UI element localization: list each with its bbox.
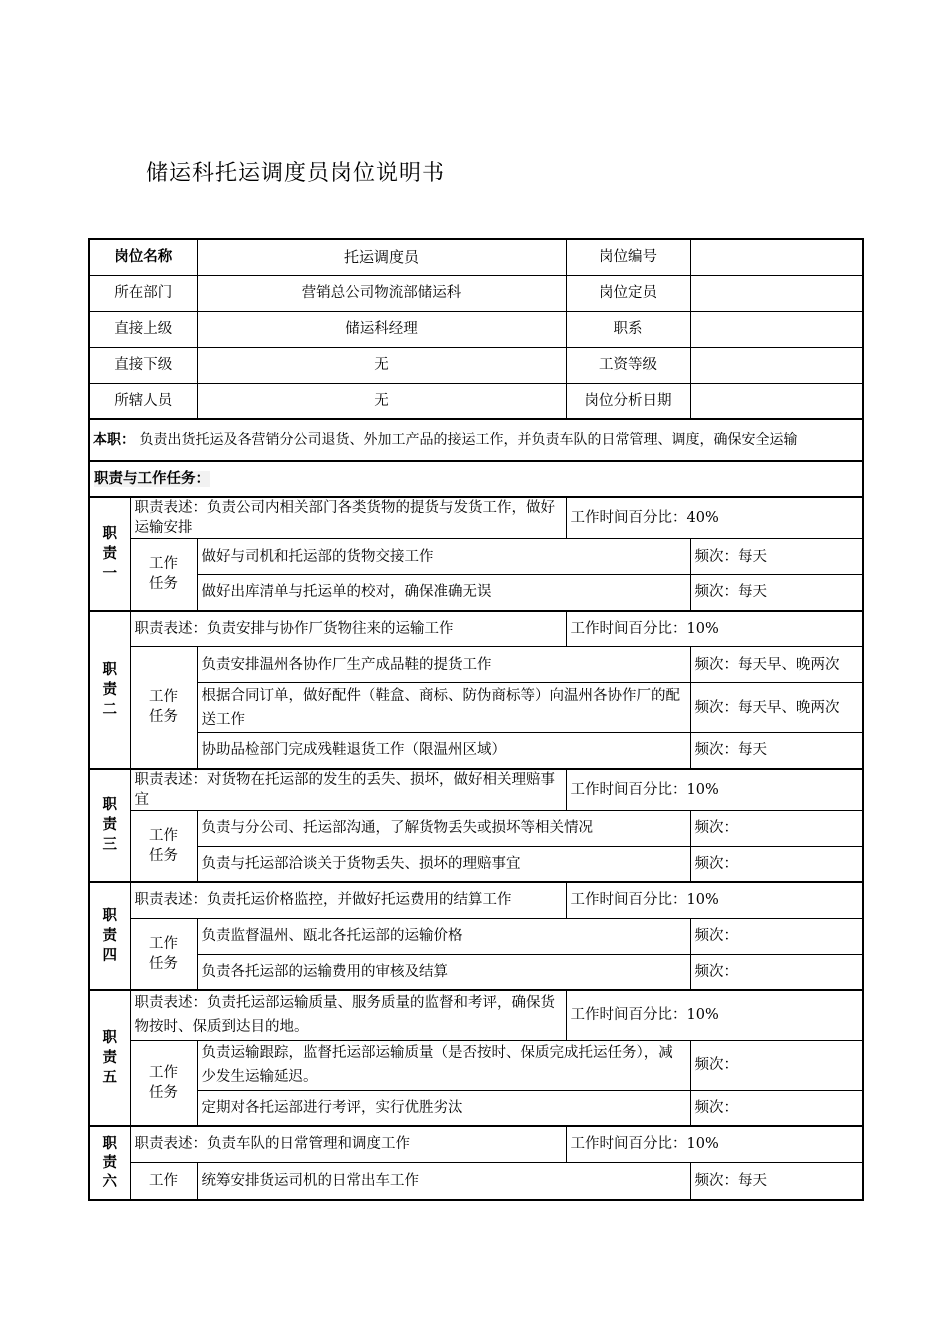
job-description-table bbox=[88, 238, 864, 1201]
duty-desc-row bbox=[89, 990, 863, 1040]
duty-desc: 职责表述：负责车队的日常管理和调度工作 bbox=[130, 1126, 566, 1162]
duty-pct: 工作时间百分比：10% bbox=[566, 611, 863, 647]
duty-desc-row bbox=[89, 769, 863, 811]
task-freq: 频次：每天 bbox=[690, 733, 863, 769]
info-label: 岗位编号 bbox=[566, 239, 690, 275]
duty-name: 职责三 bbox=[89, 769, 130, 883]
info-value: 储运科经理 bbox=[197, 311, 566, 347]
task-text: 负责与托运部洽谈关于货物丢失、损坏的理赔事宜 bbox=[197, 846, 690, 882]
benzhi-row bbox=[89, 419, 863, 461]
task-freq: 频次： bbox=[690, 846, 863, 882]
info-label: 岗位分析日期 bbox=[566, 383, 690, 419]
duty-pct: 工作时间百分比：10% bbox=[566, 769, 863, 811]
duties-header bbox=[89, 461, 863, 497]
duties-header-row bbox=[89, 461, 863, 497]
info-row bbox=[89, 347, 863, 383]
task-label: 工作任务 bbox=[130, 810, 197, 882]
task-text: 做好出库清单与托运单的校对，确保准确无误 bbox=[197, 575, 690, 611]
benzhi-label: 本职： bbox=[93, 432, 135, 448]
task-text: 根据合同订单，做好配件（鞋盒、商标、防伪商标等）向温州各协作厂的配送工作 bbox=[197, 683, 690, 733]
duty-desc: 职责表述：负责安排与协作厂货物往来的运输工作 bbox=[130, 611, 566, 647]
info-value: 无 bbox=[197, 347, 566, 383]
info-value bbox=[690, 347, 863, 383]
info-row bbox=[89, 275, 863, 311]
duty-pct: 工作时间百分比：10% bbox=[566, 1126, 863, 1162]
duty-name: 职责六 bbox=[89, 1126, 130, 1200]
task-row bbox=[89, 810, 863, 846]
info-label: 所辖人员 bbox=[89, 383, 197, 419]
task-row bbox=[89, 1040, 863, 1090]
duty-name: 职责一 bbox=[89, 497, 130, 611]
task-freq: 频次： bbox=[690, 954, 863, 990]
task-text: 负责与分公司、托运部沟通，了解货物丢失或损坏等相关情况 bbox=[197, 810, 690, 846]
info-label: 岗位名称 bbox=[89, 239, 197, 275]
duty-desc-row bbox=[89, 1126, 863, 1162]
task-freq: 频次：每天 bbox=[690, 575, 863, 611]
task-freq: 频次： bbox=[690, 918, 863, 954]
task-row bbox=[89, 954, 863, 990]
info-value: 托运调度员 bbox=[197, 239, 566, 275]
info-row bbox=[89, 239, 863, 275]
info-row bbox=[89, 383, 863, 419]
task-text: 统筹安排货运司机的日常出车工作 bbox=[197, 1162, 690, 1200]
info-value bbox=[690, 275, 863, 311]
info-label: 直接下级 bbox=[89, 347, 197, 383]
task-text: 负责安排温州各协作厂生产成品鞋的提货工作 bbox=[197, 647, 690, 683]
duty-name: 职责二 bbox=[89, 611, 130, 769]
task-text: 协助品检部门完成残鞋退货工作（限温州区域） bbox=[197, 733, 690, 769]
task-row bbox=[89, 733, 863, 769]
task-freq: 频次： bbox=[690, 810, 863, 846]
task-row bbox=[89, 575, 863, 611]
task-label: 工作任务 bbox=[130, 918, 197, 990]
info-value bbox=[690, 311, 863, 347]
info-label: 工资等级 bbox=[566, 347, 690, 383]
duties-header-text: 职责与工作任务： bbox=[94, 471, 210, 487]
page-title: 储运科托运调度员岗位说明书 bbox=[146, 161, 446, 186]
task-label: 工作任务 bbox=[130, 539, 197, 611]
duty-pct: 工作时间百分比：10% bbox=[566, 990, 863, 1040]
duty-desc: 职责表述：负责公司内相关部门各类货物的提货与发货工作，做好运输安排 bbox=[130, 497, 566, 539]
duty-name: 职责四 bbox=[89, 882, 130, 990]
task-freq: 频次：每天 bbox=[690, 539, 863, 575]
info-label: 岗位定员 bbox=[566, 275, 690, 311]
task-label: 工作任务 bbox=[130, 647, 197, 769]
task-freq: 频次： bbox=[690, 1090, 863, 1126]
task-text: 做好与司机和托运部的货物交接工作 bbox=[197, 539, 690, 575]
task-text: 负责各托运部的运输费用的审核及结算 bbox=[197, 954, 690, 990]
task-freq: 频次：每天 bbox=[690, 1162, 863, 1200]
info-value: 无 bbox=[197, 383, 566, 419]
info-label: 所在部门 bbox=[89, 275, 197, 311]
task-text: 负责运输跟踪，监督托运部运输质量（是否按时、保质完成托运任务），减少发生运输延迟。 bbox=[197, 1040, 690, 1090]
task-freq: 频次： bbox=[690, 1040, 863, 1090]
info-value: 营销总公司物流部储运科 bbox=[197, 275, 566, 311]
task-label: 工作 bbox=[130, 1162, 197, 1200]
info-value bbox=[690, 383, 863, 419]
duty-desc: 职责表述：负责托运价格监控，并做好托运费用的结算工作 bbox=[130, 882, 566, 918]
info-value bbox=[690, 239, 863, 275]
task-label: 工作任务 bbox=[130, 1040, 197, 1126]
benzhi-cell bbox=[89, 419, 863, 461]
task-text: 定期对各托运部进行考评，实行优胜劣汰 bbox=[197, 1090, 690, 1126]
duty-name: 职责五 bbox=[89, 990, 130, 1126]
task-row bbox=[89, 539, 863, 575]
task-row bbox=[89, 647, 863, 683]
duty-pct: 工作时间百分比：10% bbox=[566, 882, 863, 918]
task-row bbox=[89, 1090, 863, 1126]
duty-desc: 职责表述：负责托运部运输质量、服务质量的监督和考评，确保货物按时、保质到达目的地。 bbox=[130, 990, 566, 1040]
duty-desc-row bbox=[89, 497, 863, 539]
task-row bbox=[89, 918, 863, 954]
info-label: 直接上级 bbox=[89, 311, 197, 347]
task-freq: 频次：每天早、晚两次 bbox=[690, 683, 863, 733]
task-row bbox=[89, 846, 863, 882]
task-row bbox=[89, 1162, 863, 1200]
duty-desc-row bbox=[89, 611, 863, 647]
info-label: 职系 bbox=[566, 311, 690, 347]
duty-desc: 职责表述：对货物在托运部的发生的丢失、损坏，做好相关理赔事宜 bbox=[130, 769, 566, 811]
benzhi-text: 负责出货托运及各营销分公司退货、外加工产品的接运工作，并负责车队的日常管理、调度，确保安全运输 bbox=[139, 432, 798, 448]
duty-pct: 工作时间百分比：40% bbox=[566, 497, 863, 539]
duty-desc-row bbox=[89, 882, 863, 918]
task-freq: 频次：每天早、晚两次 bbox=[690, 647, 863, 683]
info-row bbox=[89, 311, 863, 347]
task-text: 负责监督温州、瓯北各托运部的运输价格 bbox=[197, 918, 690, 954]
task-row bbox=[89, 683, 863, 733]
